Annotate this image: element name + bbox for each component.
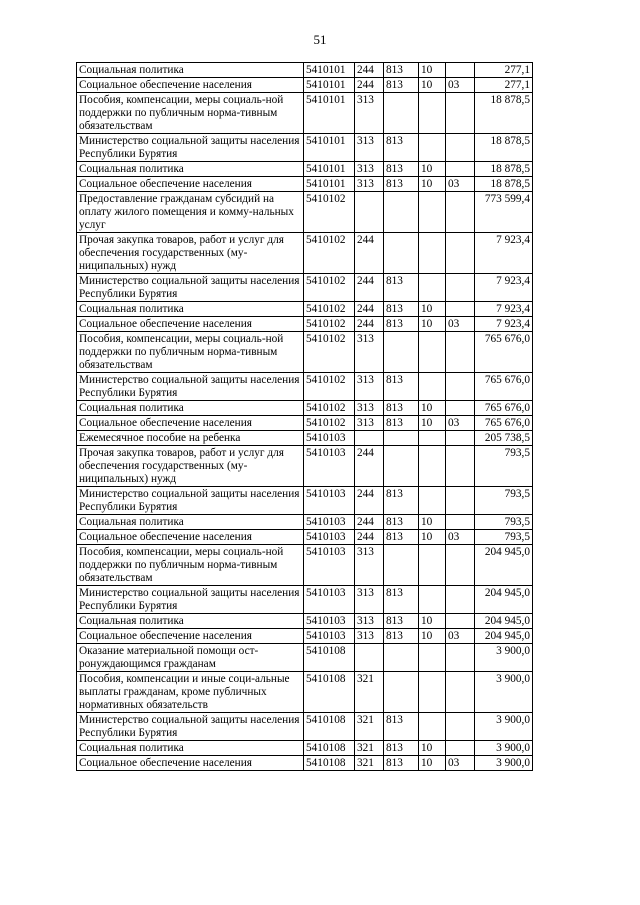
row-rz-cell [419,713,446,741]
row-sum-cell: 793,5 [475,446,533,487]
row-csr-cell: 5410103 [304,530,355,545]
row-csr-cell: 5410108 [304,672,355,713]
row-name-cell: Социальное обеспечение населения [77,317,304,332]
row-sum-cell: 765 676,0 [475,332,533,373]
row-sum-cell: 765 676,0 [475,373,533,401]
table-row [77,530,533,545]
row-vr-cell: 313 [355,629,384,644]
row-name-cell: Социальное обеспечение населения [77,756,304,771]
row-name-cell: Социальное обеспечение населения [77,530,304,545]
row-vr-cell: 244 [355,515,384,530]
row-vr-cell: 244 [355,317,384,332]
table-row [77,192,533,233]
row-sum-cell: 793,5 [475,515,533,530]
row-vr-cell: 321 [355,756,384,771]
row-rz-cell: 10 [419,78,446,93]
row-pr-cell: 03 [446,177,475,192]
row-csr-cell: 5410102 [304,317,355,332]
row-name-cell: Социальная политика [77,614,304,629]
row-name-cell: Социальная политика [77,401,304,416]
row-vr-cell: 244 [355,63,384,78]
row-gr-cell [384,93,419,134]
row-name-cell: Министерство социальной защиты населения Республики Бурятия [77,586,304,614]
row-sum-cell: 204 945,0 [475,629,533,644]
table-row [77,416,533,431]
row-rz-cell: 10 [419,515,446,530]
row-name-cell: Министерство социальной защиты населения Республики Бурятия [77,274,304,302]
row-sum-cell: 765 676,0 [475,401,533,416]
row-rz-cell [419,644,446,672]
row-vr-cell: 313 [355,373,384,401]
row-pr-cell: 03 [446,756,475,771]
row-rz-cell: 10 [419,741,446,756]
table-row [77,431,533,446]
row-gr-cell [384,446,419,487]
row-rz-cell [419,233,446,274]
row-sum-cell: 793,5 [475,487,533,515]
row-name-cell: Министерство социальной защиты населения Республики Бурятия [77,487,304,515]
row-gr-cell: 813 [384,741,419,756]
row-pr-cell [446,713,475,741]
row-gr-cell: 813 [384,373,419,401]
row-name-cell: Оказание материальной помощи ост-ронуждающимся гражданам [77,644,304,672]
row-sum-cell: 277,1 [475,63,533,78]
row-pr-cell [446,233,475,274]
row-sum-cell: 3 900,0 [475,644,533,672]
row-sum-cell: 7 923,4 [475,302,533,317]
row-pr-cell [446,63,475,78]
row-vr-cell [355,431,384,446]
row-sum-cell: 18 878,5 [475,93,533,134]
row-vr-cell: 321 [355,713,384,741]
row-gr-cell [384,545,419,586]
row-rz-cell: 10 [419,530,446,545]
row-pr-cell [446,515,475,530]
row-sum-cell: 3 900,0 [475,756,533,771]
row-pr-cell [446,134,475,162]
row-name-cell: Министерство социальной защиты населения Республики Бурятия [77,373,304,401]
row-gr-cell: 813 [384,274,419,302]
row-rz-cell: 10 [419,614,446,629]
row-pr-cell [446,446,475,487]
row-gr-cell: 813 [384,614,419,629]
table-row [77,177,533,192]
row-vr-cell: 244 [355,530,384,545]
row-pr-cell [446,545,475,586]
row-vr-cell: 244 [355,274,384,302]
row-rz-cell [419,672,446,713]
table-row [77,629,533,644]
row-vr-cell: 244 [355,78,384,93]
row-sum-cell: 773 599,4 [475,192,533,233]
row-name-cell: Социальная политика [77,162,304,177]
row-vr-cell: 313 [355,416,384,431]
row-gr-cell: 813 [384,629,419,644]
row-pr-cell [446,741,475,756]
table-row [77,586,533,614]
row-sum-cell: 277,1 [475,78,533,93]
row-rz-cell: 10 [419,177,446,192]
row-gr-cell: 813 [384,416,419,431]
row-pr-cell [446,401,475,416]
row-gr-cell: 813 [384,756,419,771]
row-pr-cell: 03 [446,317,475,332]
row-csr-cell: 5410101 [304,162,355,177]
row-pr-cell [446,431,475,446]
table-row [77,134,533,162]
row-vr-cell: 313 [355,614,384,629]
table-row [77,741,533,756]
row-gr-cell: 813 [384,530,419,545]
row-rz-cell [419,545,446,586]
row-rz-cell [419,431,446,446]
row-rz-cell [419,487,446,515]
row-csr-cell: 5410101 [304,78,355,93]
row-sum-cell: 204 945,0 [475,586,533,614]
row-pr-cell: 03 [446,78,475,93]
row-vr-cell: 244 [355,446,384,487]
row-sum-cell: 3 900,0 [475,741,533,756]
row-vr-cell: 321 [355,741,384,756]
row-csr-cell: 5410101 [304,177,355,192]
row-sum-cell: 204 945,0 [475,545,533,586]
row-rz-cell [419,446,446,487]
row-vr-cell [355,644,384,672]
row-rz-cell: 10 [419,629,446,644]
row-csr-cell: 5410103 [304,487,355,515]
table-row [77,332,533,373]
row-pr-cell: 03 [446,629,475,644]
row-pr-cell [446,487,475,515]
table-row [77,446,533,487]
table-row [77,63,533,78]
row-csr-cell: 5410103 [304,515,355,530]
row-pr-cell: 03 [446,530,475,545]
row-sum-cell: 793,5 [475,530,533,545]
row-name-cell: Пособия, компенсации, меры социаль-ной поддержки по публичным норма-тивным обязательствам [77,545,304,586]
row-sum-cell: 18 878,5 [475,134,533,162]
row-gr-cell [384,431,419,446]
row-name-cell: Министерство социальной защиты населения Республики Бурятия [77,134,304,162]
row-name-cell: Предоставление гражданам субсидий на оплату жилого помещения и комму-нальных услуг [77,192,304,233]
row-pr-cell: 03 [446,416,475,431]
row-pr-cell [446,672,475,713]
row-gr-cell [384,332,419,373]
row-name-cell: Пособия, компенсации, меры социаль-ной поддержки по публичным норма-тивным обязательствам [77,332,304,373]
row-csr-cell: 5410103 [304,431,355,446]
table-row [77,713,533,741]
row-csr-cell: 5410102 [304,416,355,431]
row-name-cell: Социальное обеспечение населения [77,416,304,431]
table-row [77,614,533,629]
row-gr-cell [384,192,419,233]
row-gr-cell: 813 [384,177,419,192]
row-rz-cell: 10 [419,63,446,78]
row-rz-cell [419,373,446,401]
table-row [77,644,533,672]
row-pr-cell [446,373,475,401]
row-gr-cell: 813 [384,401,419,416]
row-rz-cell: 10 [419,416,446,431]
row-gr-cell: 813 [384,162,419,177]
row-rz-cell: 10 [419,317,446,332]
row-rz-cell: 10 [419,302,446,317]
row-vr-cell: 313 [355,162,384,177]
row-csr-cell: 5410102 [304,274,355,302]
row-pr-cell [446,586,475,614]
row-vr-cell: 313 [355,134,384,162]
row-sum-cell: 18 878,5 [475,162,533,177]
table-row [77,672,533,713]
row-gr-cell: 813 [384,713,419,741]
row-pr-cell [446,332,475,373]
row-name-cell: Ежемесячное пособие на ребенка [77,431,304,446]
row-name-cell: Социальная политика [77,302,304,317]
row-name-cell: Пособия, компенсации и иные соци-альные выплаты гражданам, кроме публичных нормативных обязательств [77,672,304,713]
row-name-cell: Прочая закупка товаров, работ и услуг для обеспечения государственных (му-ниципальных) нужд [77,446,304,487]
row-vr-cell: 313 [355,586,384,614]
row-vr-cell: 244 [355,233,384,274]
row-pr-cell [446,644,475,672]
row-name-cell: Пособия, компенсации, меры социаль-ной поддержки по публичным норма-тивным обязательствам [77,93,304,134]
row-rz-cell [419,192,446,233]
row-csr-cell: 5410103 [304,614,355,629]
row-sum-cell: 205 738,5 [475,431,533,446]
table-row [77,401,533,416]
row-csr-cell: 5410103 [304,586,355,614]
row-gr-cell: 813 [384,302,419,317]
row-csr-cell: 5410108 [304,741,355,756]
row-pr-cell [446,192,475,233]
row-csr-cell: 5410103 [304,545,355,586]
table-row [77,162,533,177]
table-row [77,302,533,317]
row-gr-cell: 813 [384,487,419,515]
row-csr-cell: 5410102 [304,332,355,373]
row-name-cell: Социальная политика [77,741,304,756]
budget-table-body [77,63,533,771]
row-vr-cell: 313 [355,401,384,416]
row-gr-cell [384,644,419,672]
row-csr-cell: 5410102 [304,302,355,317]
row-rz-cell: 10 [419,401,446,416]
table-row [77,515,533,530]
row-name-cell: Социальное обеспечение населения [77,629,304,644]
row-vr-cell: 244 [355,302,384,317]
table-row [77,373,533,401]
row-csr-cell: 5410102 [304,192,355,233]
row-name-cell: Социальное обеспечение населения [77,78,304,93]
row-gr-cell: 813 [384,515,419,530]
row-csr-cell: 5410108 [304,644,355,672]
row-name-cell: Социальная политика [77,63,304,78]
row-gr-cell: 813 [384,78,419,93]
row-csr-cell: 5410102 [304,373,355,401]
row-vr-cell: 321 [355,672,384,713]
row-pr-cell [446,274,475,302]
row-gr-cell: 813 [384,317,419,332]
table-row [77,756,533,771]
row-csr-cell: 5410108 [304,756,355,771]
row-name-cell: Министерство социальной защиты населения Республики Бурятия [77,713,304,741]
row-sum-cell: 7 923,4 [475,317,533,332]
row-gr-cell [384,672,419,713]
row-vr-cell: 244 [355,487,384,515]
row-gr-cell: 813 [384,63,419,78]
row-gr-cell: 813 [384,586,419,614]
row-rz-cell [419,586,446,614]
row-rz-cell: 10 [419,162,446,177]
row-vr-cell [355,192,384,233]
table-row [77,93,533,134]
table-row [77,487,533,515]
row-rz-cell [419,93,446,134]
row-csr-cell: 5410101 [304,93,355,134]
row-name-cell: Прочая закупка товаров, работ и услуг для обеспечения государственных (му-ниципальных) нужд [77,233,304,274]
row-rz-cell [419,274,446,302]
row-pr-cell [446,93,475,134]
row-sum-cell: 3 900,0 [475,672,533,713]
row-pr-cell [446,614,475,629]
row-vr-cell: 313 [355,545,384,586]
table-row [77,545,533,586]
row-csr-cell: 5410101 [304,63,355,78]
row-name-cell: Социальная политика [77,515,304,530]
row-rz-cell: 10 [419,756,446,771]
budget-table [76,62,533,771]
table-row [77,274,533,302]
row-vr-cell: 313 [355,332,384,373]
row-pr-cell [446,162,475,177]
row-csr-cell: 5410102 [304,401,355,416]
table-row [77,317,533,332]
table-row [77,78,533,93]
row-gr-cell: 813 [384,134,419,162]
row-sum-cell: 7 923,4 [475,233,533,274]
row-csr-cell: 5410103 [304,446,355,487]
row-csr-cell: 5410101 [304,134,355,162]
row-sum-cell: 18 878,5 [475,177,533,192]
row-vr-cell: 313 [355,93,384,134]
page-number: 51 [313,32,327,47]
row-rz-cell [419,134,446,162]
row-pr-cell [446,302,475,317]
row-csr-cell: 5410102 [304,233,355,274]
row-sum-cell: 204 945,0 [475,614,533,629]
row-gr-cell [384,233,419,274]
row-csr-cell: 5410108 [304,713,355,741]
row-vr-cell: 313 [355,177,384,192]
table-row [77,233,533,274]
row-csr-cell: 5410103 [304,629,355,644]
row-sum-cell: 7 923,4 [475,274,533,302]
row-sum-cell: 3 900,0 [475,713,533,741]
row-rz-cell [419,332,446,373]
row-sum-cell: 765 676,0 [475,416,533,431]
row-name-cell: Социальное обеспечение населения [77,177,304,192]
